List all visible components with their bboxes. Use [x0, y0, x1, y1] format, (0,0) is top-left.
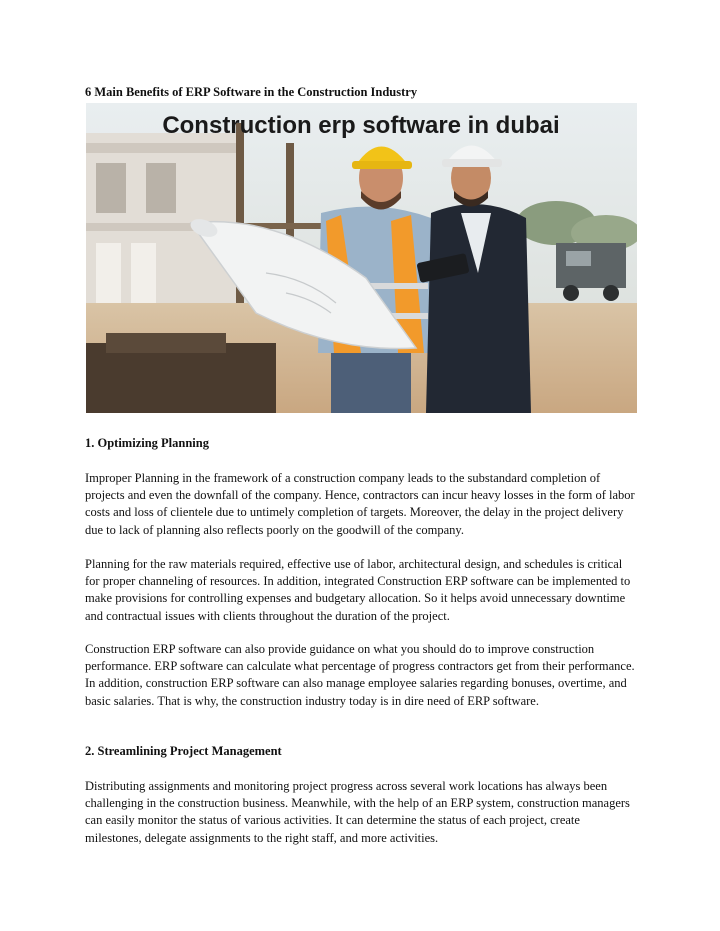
paragraph: Improper Planning in the framework of a construction company leads to the substandard completion of projects and even the downfall of the company. Hence, contractors can incur heavy losses in the form of labor costs and loss of clientele due to untimely completion of targets. Moreover, the delay in the project delivery due to lack of planning also reflects poorly on the goodwill of the company. — [85, 471, 635, 537]
hero-headline: Construction erp software in dubai — [162, 112, 560, 139]
hero-image — [86, 103, 637, 413]
section-heading-streamlining-project-management: 2. Streamlining Project Management — [85, 744, 282, 758]
paragraph: Construction ERP software can also provide guidance on what you should do to improve construction performance. ERP software can calculate what percentage of progress contractors get from their performance. In addition, construction ERP software can also manage employee salaries regarding bonuses, overtime, and basic salaries. That is why, the construction industry today is in dire need of ERP software. — [85, 642, 635, 708]
paragraph: Distributing assignments and monitoring project progress across several work locations has always been challenging in the construction business. Meanwhile, with the help of an ERP system, construction managers can easily monitor the status of various activities. It can determine the status of each project, create milestones, delegate assignments to the right staff, and more activities. — [85, 779, 630, 845]
paragraph: Planning for the raw materials required, effective use of labor, architectural design, and schedules is critical for proper channeling of resources. In addition, integrated Construction ERP software can be implemented to make provisions for controlling expenses and budgetary allocation. So it helps avoid unnecessary downtime and contractual issues with clients throughout the duration of the project. — [85, 557, 631, 623]
section-heading-optimizing-planning: 1. Optimizing Planning — [85, 436, 209, 450]
document-title: 6 Main Benefits of ERP Software in the Construction Industry — [85, 85, 418, 99]
construction-photo — [86, 103, 637, 413]
